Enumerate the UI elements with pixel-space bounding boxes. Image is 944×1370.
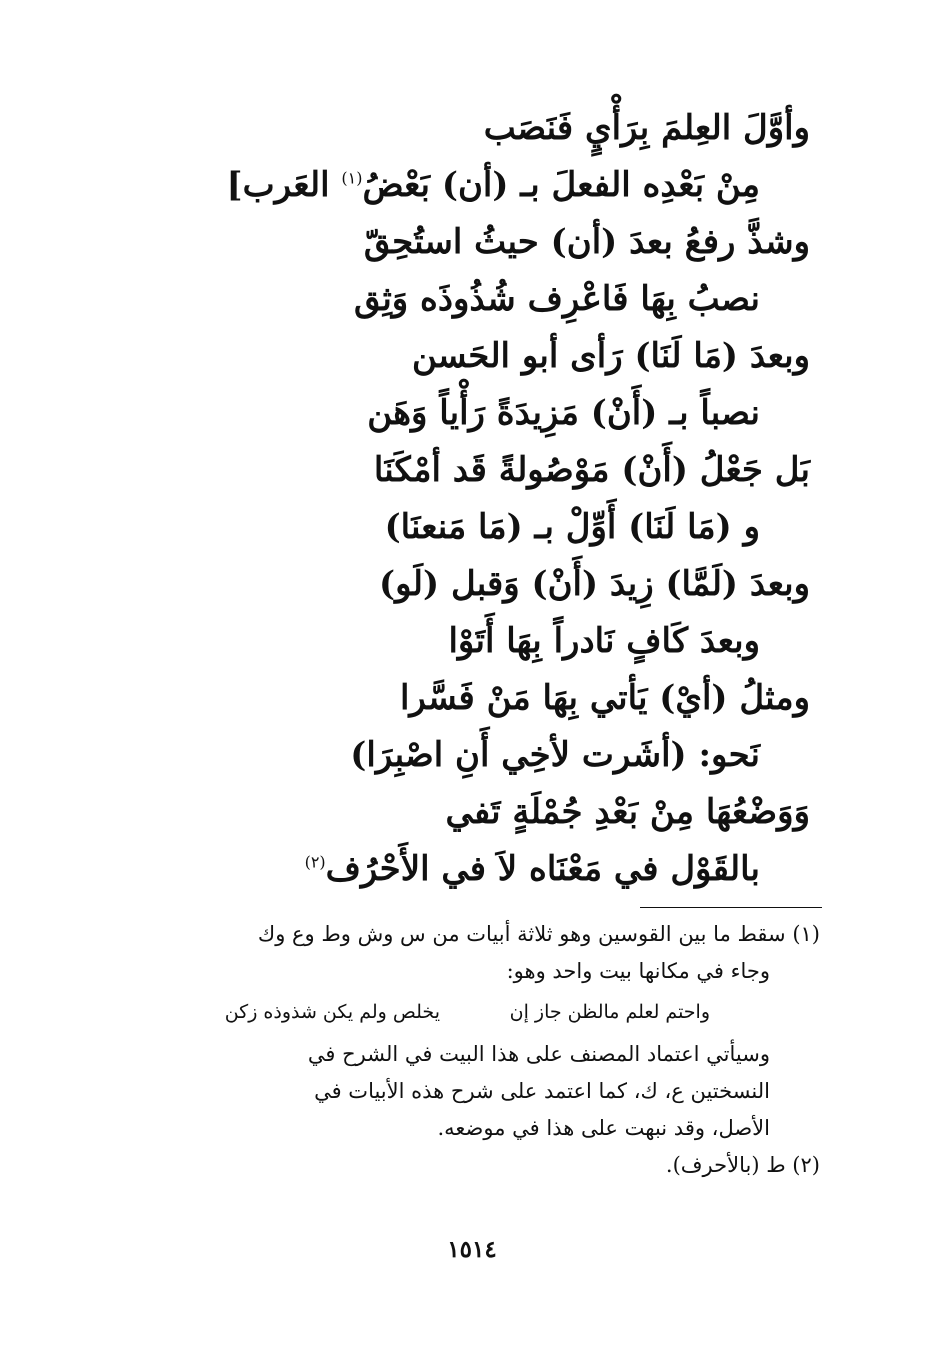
poem-hemistich-1: واحتم لعلم مالظن جاز إن [509,1001,710,1023]
verse-line-7: بَل جَعْلُ (أَنْ) مَوْصُولةً قَد أمْكَنَا [373,450,810,490]
verse-line-8: و (مَا لَنَا) أَوِّلْ بـ (مَا مَنعنَا) [384,507,760,547]
page-number: ١٥١٤ [447,1236,497,1263]
verse-line-13: وَوَضْعُهَا مِنْ بَعْدِ جُمْلَةٍ تَفي [445,792,810,832]
verse-line-6: نصباً بـ (أَنْ) مَزِيدَةً رَأْياً وَهَن [367,393,760,433]
poem-hemistich-2: يخلص ولم يكن شذوذه زكن [224,1001,440,1023]
verse-line-12: نَحو: (أشَرت لأخِي أَنِ اصْبِرَا) [350,735,760,775]
verse-line-14: بالقَوْل في مَعْنَاه لاَ في الأَحْرُف$^{(٢)}$ [304,849,760,889]
footnote-separator [640,907,822,908]
footnote-1-line-3: وسيأتي اعتماد المصنف على هذا البيت في الشرح في [307,1042,770,1066]
verse-line-9: وبعدَ (لَمَّا) زِيدَ (أَنْ) وَقبل (لَو) [379,564,810,604]
verse-line-1: وأوَّلَ العِلمَ بِرَأْيٍ فَنَصَب [483,108,810,148]
verse-line-11: ومثلُ (أيْ) يَأتي بِهَا مَنْ فَسَّرا [399,678,810,718]
footnote-2: (٢) ط (بالأحرف). [665,1153,820,1177]
verse-line-3: وشذَّ رفعُ بعدَ (أن) حيثُ استُحِقّ [363,222,810,262]
footnote-1-line-5: الأصل، وقد نبهت على هذا في موضعه. [437,1116,770,1140]
verse-line-2: مِنْ بَعْدِه الفعلَ بـ (أن) بَعْضُ$^{(١)}$ العَرب] [226,165,760,205]
footnotes [150,916,820,1184]
verse-line-4: نصبُ بِهَا فَاعْرِف شُذُوذَه وَثِق [353,279,760,319]
footnote-1-line-1: (١) سقط ما بين القوسين وهو ثلاثة أبيات من س وش وط وع وك [257,922,820,946]
footnote-1-line-4: النسختين ع، ك، كما اعتمد على شرح هذه الأبيات في [314,1079,770,1103]
footnote-ref-1: (١) [341,168,363,188]
verse-line-5: وبعدَ (مَا لَنَا) رَأى أبو الحَسن [412,336,810,376]
footnote-ref-2: (٢) [304,852,326,872]
footnote-1-line-2: وجاء في مكانها بيت واحد وهو: [506,959,770,983]
verse-line-10: وبعدَ كَافٍ نَادراً بِهَا أَتَوْا [448,621,760,661]
verse-block [150,100,810,898]
footnote-poem-verse [150,994,820,1034]
